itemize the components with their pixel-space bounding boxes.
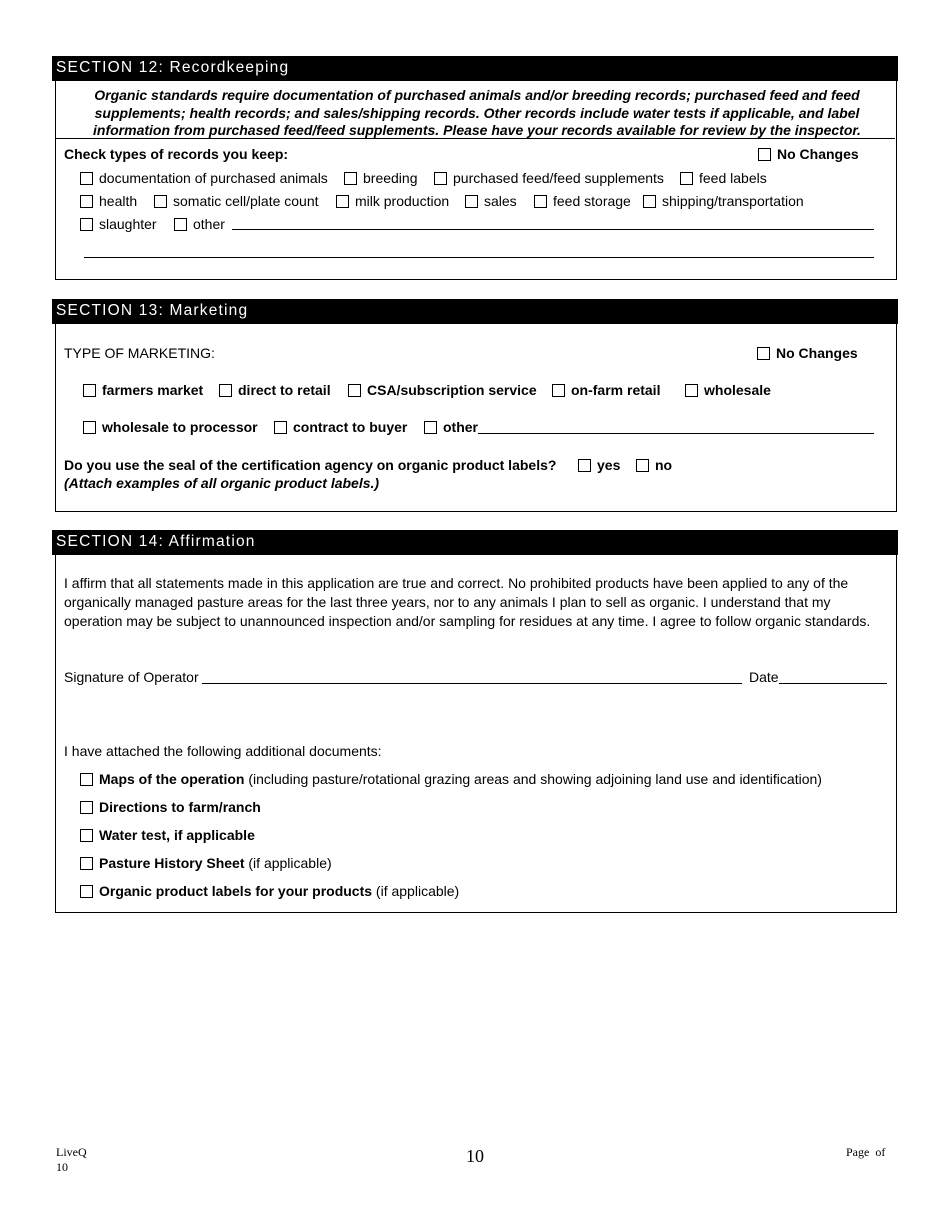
checkbox[interactable]: [336, 195, 349, 208]
doc-water-test[interactable]: Water test, if applicable: [80, 827, 255, 843]
marketing-other[interactable]: other: [424, 419, 478, 435]
checkbox[interactable]: [80, 195, 93, 208]
record-feed-storage[interactable]: feed storage: [534, 193, 631, 209]
checkbox[interactable]: [344, 172, 357, 185]
section-13-header: SECTION 13: Marketing: [52, 299, 898, 324]
record-sales[interactable]: sales: [465, 193, 517, 209]
marketing-direct-retail[interactable]: direct to retail: [219, 382, 331, 398]
date-line[interactable]: [779, 683, 887, 684]
signature-line[interactable]: [202, 683, 742, 684]
attached-intro: I have attached the following additional documents:: [64, 743, 382, 759]
records-question: Check types of records you keep:: [64, 146, 289, 162]
checkbox[interactable]: [80, 172, 93, 185]
marketing-type-label: TYPE OF MARKETING:: [64, 345, 215, 361]
doc-product-labels[interactable]: Organic product labels for your products (if applicable): [80, 883, 459, 899]
checkbox[interactable]: [424, 421, 437, 434]
checkbox[interactable]: [83, 384, 96, 397]
section-12-header: SECTION 12: Recordkeeping: [52, 56, 898, 81]
date-label: Date: [749, 669, 779, 685]
section-13-no-changes[interactable]: No Changes: [757, 345, 858, 361]
record-purchased-feed[interactable]: purchased feed/feed supplements: [434, 170, 664, 186]
checkbox[interactable]: [274, 421, 287, 434]
checkbox[interactable]: [80, 218, 93, 231]
checkbox[interactable]: [758, 148, 771, 161]
checkbox[interactable]: [643, 195, 656, 208]
record-purchased-animals[interactable]: documentation of purchased animals: [80, 170, 328, 186]
checkbox[interactable]: [83, 421, 96, 434]
record-shipping[interactable]: shipping/transportation: [643, 193, 804, 209]
checkbox[interactable]: [219, 384, 232, 397]
record-somatic-cell[interactable]: somatic cell/plate count: [154, 193, 319, 209]
checkbox[interactable]: [154, 195, 167, 208]
footer-form-id: LiveQ: [56, 1145, 87, 1159]
checkbox[interactable]: [685, 384, 698, 397]
marketing-csa[interactable]: CSA/subscription service: [348, 382, 537, 398]
page-number: 10: [466, 1146, 484, 1166]
footer-page-of: Page of: [846, 1145, 886, 1159]
seal-yes[interactable]: yes: [578, 457, 620, 473]
checkbox[interactable]: [174, 218, 187, 231]
checkbox[interactable]: [348, 384, 361, 397]
checkbox[interactable]: [465, 195, 478, 208]
record-feed-labels[interactable]: feed labels: [680, 170, 767, 186]
checkbox[interactable]: [80, 857, 93, 870]
section-12-intro: Organic standards require documentation of purchased animals and/or breeding records; purchased feed and feed supplements; health records; and sales/shipping records. Other records include water tests if applicable, and label information from purchased feed/feed supplements. Please have your records available for review by the inspector.: [93, 87, 861, 138]
record-other-line[interactable]: [232, 229, 874, 230]
record-health[interactable]: health: [80, 193, 137, 209]
record-slaughter[interactable]: slaughter: [80, 216, 157, 232]
checkbox[interactable]: [680, 172, 693, 185]
marketing-wholesale-processor[interactable]: wholesale to processor: [83, 419, 258, 435]
checkbox[interactable]: [578, 459, 591, 472]
record-other[interactable]: other: [174, 216, 225, 232]
marketing-wholesale[interactable]: wholesale: [685, 382, 771, 398]
record-breeding[interactable]: breeding: [344, 170, 418, 186]
record-milk-production[interactable]: milk production: [336, 193, 449, 209]
signature-label: Signature of Operator: [64, 669, 199, 685]
marketing-on-farm-retail[interactable]: on-farm retail: [552, 382, 660, 398]
seal-no[interactable]: no: [636, 457, 672, 473]
checkbox[interactable]: [636, 459, 649, 472]
doc-directions[interactable]: Directions to farm/ranch: [80, 799, 261, 815]
checkbox[interactable]: [80, 801, 93, 814]
checkbox[interactable]: [534, 195, 547, 208]
section-14-box: [55, 555, 897, 913]
doc-pasture-history[interactable]: Pasture History Sheet (if applicable): [80, 855, 332, 871]
record-extra-line[interactable]: [84, 257, 874, 258]
marketing-other-line[interactable]: [478, 433, 874, 434]
checkbox[interactable]: [757, 347, 770, 360]
checkbox[interactable]: [80, 885, 93, 898]
affirmation-text: I affirm that all statements made in this application are true and correct. No prohibited products have been applied to any of the organically managed pasture areas for the last three years, nor to any animals I plan to sell as organic. I understand that my operation may be subject to unannounced inspection and/or sampling for residues at any time. I agree to follow organic standards.: [64, 575, 871, 629]
section-12-box: [55, 81, 897, 280]
marketing-farmers-market[interactable]: farmers market: [83, 382, 203, 398]
checkbox[interactable]: [434, 172, 447, 185]
section-14-header: SECTION 14: Affirmation: [52, 530, 898, 555]
footer-form-number: 10: [56, 1160, 68, 1174]
marketing-contract-buyer[interactable]: contract to buyer: [274, 419, 407, 435]
section-13-box: [55, 324, 897, 512]
checkbox[interactable]: [552, 384, 565, 397]
section-12-divider: [56, 138, 895, 139]
doc-maps[interactable]: Maps of the operation (including pasture/rotational grazing areas and showing adjoining land use and identification): [80, 771, 822, 787]
seal-question: Do you use the seal of the certification agency on organic product labels?: [64, 457, 557, 473]
checkbox[interactable]: [80, 773, 93, 786]
section-12-no-changes[interactable]: No Changes: [758, 146, 859, 162]
attach-labels-note: (Attach examples of all organic product labels.): [64, 475, 380, 491]
checkbox[interactable]: [80, 829, 93, 842]
